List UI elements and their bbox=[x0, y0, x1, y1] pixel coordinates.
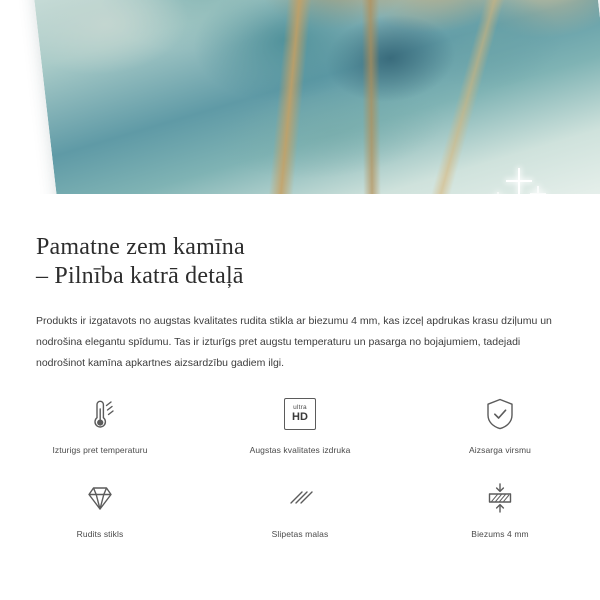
text-content bbox=[0, 228, 600, 374]
feature-label: Aizsarga virsmu bbox=[469, 445, 531, 455]
feature-label: Biezums 4 mm bbox=[471, 529, 529, 539]
description-paragraph: Produkts ir izgatavots no augstas kvalitates rudita stikla ar biezumu 4 mm, kas izceļ apdrukas krasu dziļumu un nodrošina elegantu spīdumu. Tas ir izturīgs pret augstu temperaturu un pasarga no bojajumiem, tadejadi nodrošinot kamīna apkartnes aizsardzību gadiem ilgi. bbox=[36, 315, 552, 369]
feature-item-thickness bbox=[400, 476, 600, 554]
feature-label: Slipetas malas bbox=[271, 529, 329, 539]
page-title-line-1: Pamatne zem kamīna bbox=[36, 234, 245, 260]
feature-grid bbox=[0, 392, 600, 554]
feature-item-temperature bbox=[0, 392, 200, 470]
feature-item-polished-edges bbox=[200, 476, 400, 554]
feature-item-surface-protection bbox=[400, 392, 600, 470]
diamond-icon bbox=[82, 478, 118, 518]
thermometer-icon bbox=[83, 394, 117, 434]
hero-bottom-mask bbox=[0, 194, 600, 228]
page-title-line-2: – Pilnība katrā detaļā bbox=[36, 263, 244, 289]
thickness-icon bbox=[483, 478, 517, 518]
feature-label: Izturigs pret temperaturu bbox=[52, 445, 148, 455]
ultra-hd-badge-top: ultra bbox=[293, 403, 307, 411]
feature-item-tempered-glass bbox=[0, 476, 200, 554]
ultra-hd-icon bbox=[284, 394, 316, 434]
feature-item-print-quality bbox=[200, 392, 400, 470]
feature-label: Augstas kvalitates izdruka bbox=[249, 445, 351, 455]
page-title bbox=[0, 228, 600, 291]
feature-label: Rudits stikls bbox=[76, 529, 124, 539]
hero-image bbox=[0, 0, 600, 228]
ultra-hd-badge-bottom: HD bbox=[292, 411, 308, 424]
polished-edges-icon bbox=[283, 478, 317, 518]
shield-check-icon bbox=[484, 394, 516, 434]
